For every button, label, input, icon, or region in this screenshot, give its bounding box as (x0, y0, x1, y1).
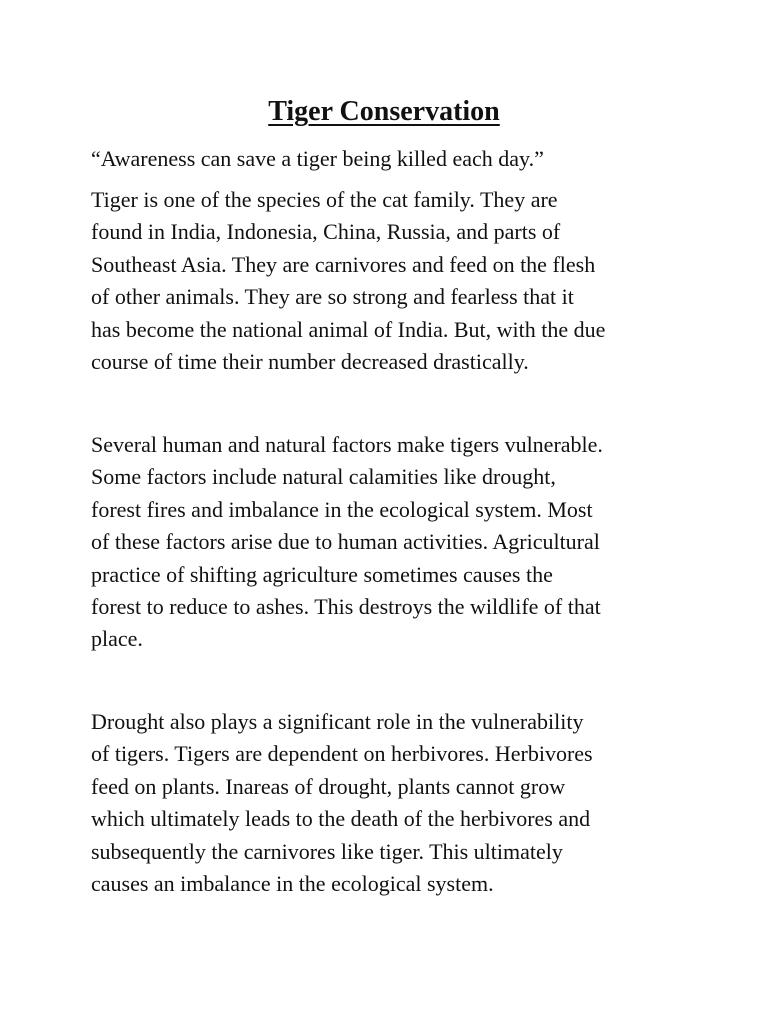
paragraph-line: feed on plants. Inareas of drought, plants cannot grow (91, 773, 566, 799)
paragraph-line: course of time their number decreased drastically. (91, 349, 529, 375)
paragraph-line: has become the national animal of India. But, with the due (91, 316, 606, 342)
paragraph-line: of tigers. Tigers are dependent on herbivores. Herbivores (91, 741, 593, 767)
document-title (0, 94, 768, 130)
paragraph-drought (91, 706, 691, 900)
paragraph-line: Drought also plays a significant role in the vulnerability (91, 709, 584, 734)
paragraph-line: Several human and natural factors make tigers vulnerable. (91, 432, 603, 457)
paragraph-line: which ultimately leads to the death of the herbivores and (91, 806, 591, 832)
paragraph-line: subsequently the carnivores like tiger. This ultimately (91, 838, 563, 864)
paragraph-line: Tiger is one of the species of the cat family. They are (91, 187, 558, 212)
paragraph-line: forest to reduce to ashes. This destroys the wildlife of that (91, 594, 601, 620)
paragraph-line: practice of shifting agriculture sometimes causes the (91, 561, 553, 587)
paragraph-line: found in India, Indonesia, China, Russia, and parts of (91, 219, 561, 245)
paragraph-line: Southeast Asia. They are carnivores and feed on the flesh (91, 251, 596, 277)
paragraph-line: place. (91, 626, 143, 652)
opening-quote: “Awareness can save a tiger being killed each day.” (91, 146, 544, 171)
paragraph-line: Some factors include natural calamities like drought, (91, 464, 556, 490)
document-title-text: Tiger Conservation (268, 96, 500, 127)
paragraph-vulnerability-factors (91, 429, 691, 656)
paragraph-line: of these factors arise due to human activities. Agricultural (91, 529, 600, 555)
paragraph-line: forest fires and imbalance in the ecological system. Most (91, 496, 593, 522)
paragraph-line: causes an imbalance in the ecological system. (91, 871, 494, 897)
paragraph-line: of other animals. They are so strong and fearless that it (91, 284, 574, 310)
paragraph-tiger-intro (91, 184, 691, 378)
